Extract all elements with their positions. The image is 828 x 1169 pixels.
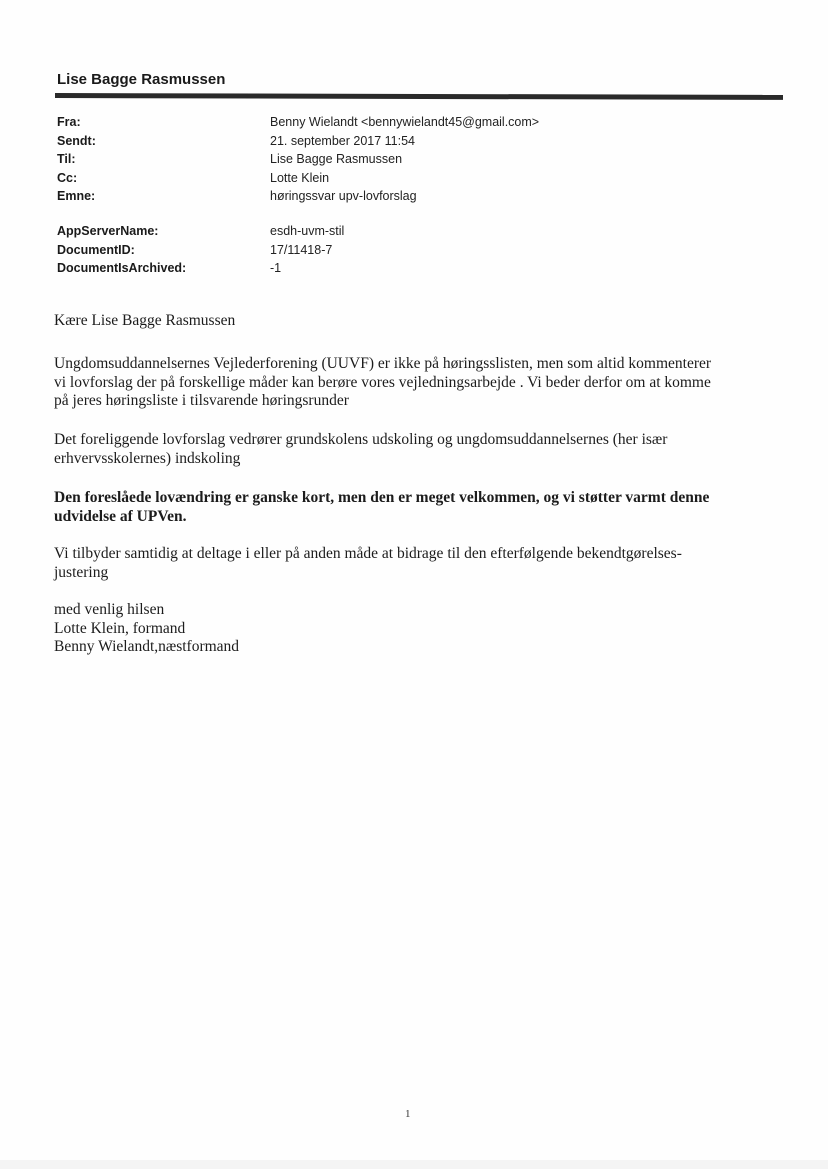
paragraph-line: justering — [54, 563, 109, 581]
header-divider — [55, 93, 783, 100]
paragraph-3-emphasis — [54, 489, 774, 526]
scan-edge — [0, 1160, 828, 1169]
field-label: Fra: — [57, 115, 81, 129]
field-value: esdh-uvm-stil — [270, 224, 345, 238]
field-value: Lise Bagge Rasmussen — [270, 152, 403, 167]
signature-block — [54, 601, 774, 657]
paragraph-line: Den foreslåede lovændring er ganske kort, men den er meget velkommen, og vi støtter varmt denne — [54, 489, 710, 506]
field-label: Cc: — [57, 170, 78, 185]
paragraph-line: Ungdomsuddannelsernes Vejlederforening (UUVF) er ikke på høringsslisten, men som altid kommenterer — [54, 355, 712, 372]
paragraph-line: erhvervsskolernes) indskoling — [54, 449, 241, 467]
field-value: 21. september 2017 11:54 — [270, 133, 416, 148]
field-value: høringssvar upv-lovforslag — [270, 189, 417, 204]
field-value: Benny Wielandt <bennywielandt45@gmail.com> — [270, 115, 540, 129]
paragraph-4 — [54, 545, 774, 582]
paragraph-line: Vi tilbyder samtidig at deltage i eller på anden måde at bidrage til den efterfølgende bekendtgørelses- — [54, 545, 682, 562]
greeting-line: Kære Lise Bagge Rasmussen — [54, 312, 236, 329]
field-label: DocumentID: — [57, 242, 135, 257]
page-number: 1 — [405, 1108, 411, 1120]
paragraph-line: vi lovforslag der på forskellige måder kan berøre vores vejledningsarbejde . Vi beder derfor om at komme — [54, 373, 711, 391]
closing-line: Lotte Klein, formand — [54, 619, 186, 637]
closing-line: med venlig hilsen — [54, 601, 165, 618]
closing-line: Benny Wielandt,næstformand — [54, 638, 240, 655]
paragraph-line: udvidelse af UPVen. — [54, 507, 187, 525]
field-label: AppServerName: — [57, 224, 159, 238]
paragraph-1 — [54, 355, 774, 411]
field-value: 17/11418-7 — [270, 242, 333, 257]
recipient-name-header: Lise Bagge Rasmussen — [57, 71, 226, 88]
greeting — [54, 312, 774, 331]
paragraph-line: på jeres høringsliste i tilsvarende høringsrunder — [54, 392, 349, 409]
field-label: DocumentIsArchived: — [57, 261, 187, 276]
paragraph-2 — [54, 431, 774, 468]
field-label: Sendt: — [57, 133, 96, 148]
field-label: Til: — [57, 152, 76, 167]
paragraph-line: Det foreliggende lovforslag vedrører grundskolens udskoling og ungdomsuddannelsernes (her især — [54, 431, 668, 448]
field-value: -1 — [270, 261, 282, 276]
field-label: Emne: — [57, 189, 96, 204]
field-value: Lotte Klein — [270, 170, 330, 185]
